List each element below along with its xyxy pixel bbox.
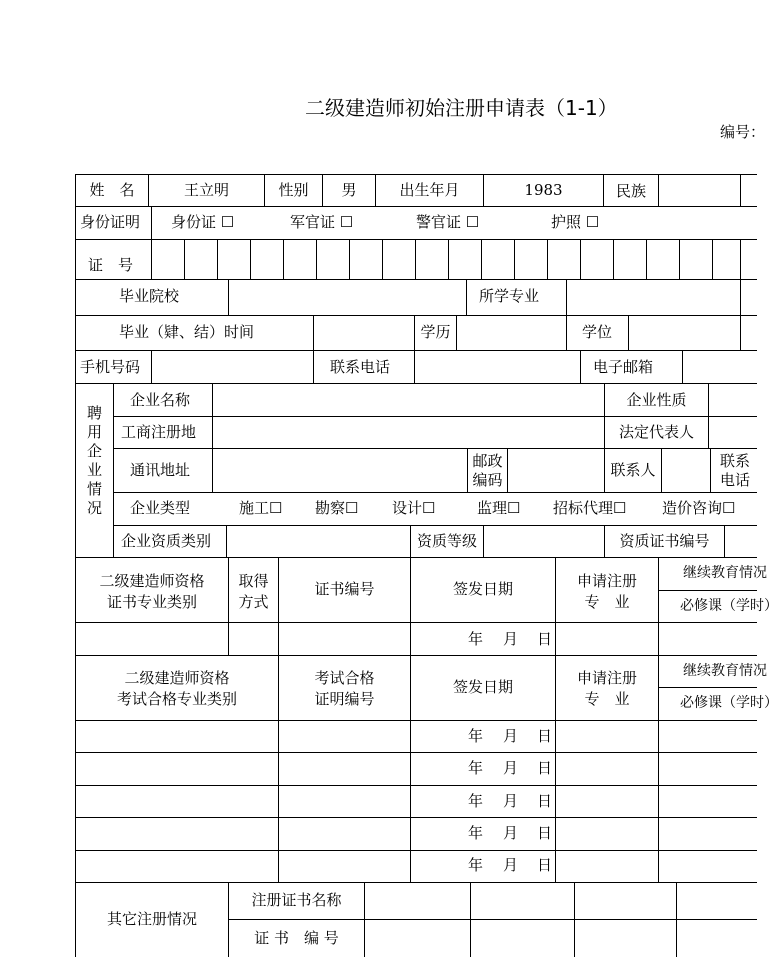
exam-date-month: 月 bbox=[503, 824, 519, 842]
exam-apply-major-label: 申请注册 专 业 bbox=[576, 669, 637, 708]
company-reg-place-label: 工商注册地 bbox=[121, 423, 197, 441]
id-option-police[interactable]: 警官证 ☐ bbox=[416, 213, 480, 231]
exam-date-year: 年 bbox=[468, 824, 484, 842]
contact-label: 联系人 bbox=[610, 461, 656, 479]
exam-date-month: 月 bbox=[503, 856, 519, 874]
exam-date-day: 日 bbox=[537, 856, 553, 874]
exam-date-day: 日 bbox=[537, 824, 553, 842]
degree-label: 学位 bbox=[582, 323, 613, 341]
type-option-bidding-agency[interactable]: 招标代理☐ bbox=[553, 499, 627, 517]
qual-category-label: 企业资质类别 bbox=[121, 532, 212, 550]
other-registration-label: 其它注册情况 bbox=[106, 910, 197, 928]
grad-time-label: 毕业（肄、结）时间 bbox=[119, 323, 255, 341]
cert-date-day: 日 bbox=[537, 630, 553, 648]
id-option-idcard[interactable]: 身份证 ☐ bbox=[171, 213, 235, 231]
qual-cert-no-label: 资质证书编号 bbox=[619, 532, 710, 550]
postcode-label: 邮政 编码 bbox=[472, 452, 503, 489]
education-label: 学历 bbox=[420, 323, 451, 341]
exam-date-day: 日 bbox=[537, 727, 553, 745]
page-title: 二级建造师初始注册申请表（1-1） bbox=[305, 96, 618, 120]
type-option-supervision[interactable]: 监理☐ bbox=[477, 499, 521, 517]
exam-date-year: 年 bbox=[468, 856, 484, 874]
mobile-label: 手机号码 bbox=[80, 358, 141, 376]
serial-number-label: 编号： bbox=[720, 123, 766, 141]
exam-proof-no-label: 考试合格 证明编号 bbox=[314, 669, 375, 708]
type-option-cost-consulting[interactable]: 造价咨询☐ bbox=[662, 499, 736, 517]
company-type-label: 企业类型 bbox=[130, 499, 191, 517]
gender-value[interactable]: 男 bbox=[341, 181, 357, 199]
exam-issue-date-label: 签发日期 bbox=[452, 678, 513, 696]
exam-continuing-label: 继续教育情况 bbox=[683, 663, 767, 679]
phone-label: 联系电话 bbox=[330, 358, 391, 376]
company-name-label: 企业名称 bbox=[130, 391, 191, 409]
cert-category-label: 二级建造师资格 证书专业类别 bbox=[99, 572, 205, 611]
contact-phone-label: 联系 电话 bbox=[720, 452, 751, 489]
cert-date-year: 年 bbox=[468, 630, 484, 648]
exam-category-label: 二级建造师资格 考试合格专业类别 bbox=[116, 669, 237, 708]
exam-date-year: 年 bbox=[468, 727, 484, 745]
other-cert-no-label: 证 书 编 号 bbox=[254, 929, 339, 947]
type-option-survey[interactable]: 勘察☐ bbox=[315, 499, 359, 517]
name-value[interactable]: 王立明 bbox=[183, 181, 229, 199]
other-cert-name-label: 注册证书名称 bbox=[251, 891, 342, 909]
cert-required-label: 必修课（学时） bbox=[680, 598, 778, 614]
id-type-label: 身份证明 bbox=[80, 213, 141, 231]
name-label: 姓 名 bbox=[89, 181, 135, 199]
email-label: 电子邮箱 bbox=[593, 358, 654, 376]
id-option-military[interactable]: 军官证 ☐ bbox=[290, 213, 354, 231]
exam-date-day: 日 bbox=[537, 792, 553, 810]
company-address-label: 通讯地址 bbox=[130, 461, 191, 479]
company-nature-label: 企业性质 bbox=[626, 391, 687, 409]
exam-date-day: 日 bbox=[537, 759, 553, 777]
cert-method-label: 取得 方式 bbox=[238, 572, 269, 611]
ethnicity-label: 民族 bbox=[615, 182, 646, 200]
exam-date-month: 月 bbox=[503, 727, 519, 745]
type-option-construction[interactable]: 施工☐ bbox=[239, 499, 283, 517]
company-section-label: 聘 用 企 业 情 况 bbox=[86, 404, 102, 517]
cert-continuing-label: 继续教育情况 bbox=[683, 565, 767, 581]
birth-label: 出生年月 bbox=[399, 181, 460, 199]
cert-apply-major-label: 申请注册 专 业 bbox=[576, 572, 637, 611]
type-option-design[interactable]: 设计☐ bbox=[392, 499, 436, 517]
cert-date-month: 月 bbox=[503, 630, 519, 648]
exam-date-year: 年 bbox=[468, 792, 484, 810]
legal-rep-label: 法定代表人 bbox=[618, 423, 694, 441]
birth-value[interactable]: 1983 bbox=[524, 181, 563, 199]
id-number-label: 证 号 bbox=[88, 256, 134, 274]
gender-label: 性别 bbox=[278, 181, 309, 199]
cert-no-label: 证书编号 bbox=[314, 580, 375, 598]
exam-required-label: 必修课（学时） bbox=[680, 695, 778, 711]
qual-level-label: 资质等级 bbox=[416, 532, 477, 550]
exam-date-year: 年 bbox=[468, 759, 484, 777]
school-label: 毕业院校 bbox=[119, 287, 180, 305]
major-label: 所学专业 bbox=[479, 287, 540, 305]
cert-issue-date-label: 签发日期 bbox=[452, 580, 513, 598]
exam-date-month: 月 bbox=[503, 759, 519, 777]
exam-date-month: 月 bbox=[503, 792, 519, 810]
id-option-passport[interactable]: 护照 ☐ bbox=[551, 213, 600, 231]
